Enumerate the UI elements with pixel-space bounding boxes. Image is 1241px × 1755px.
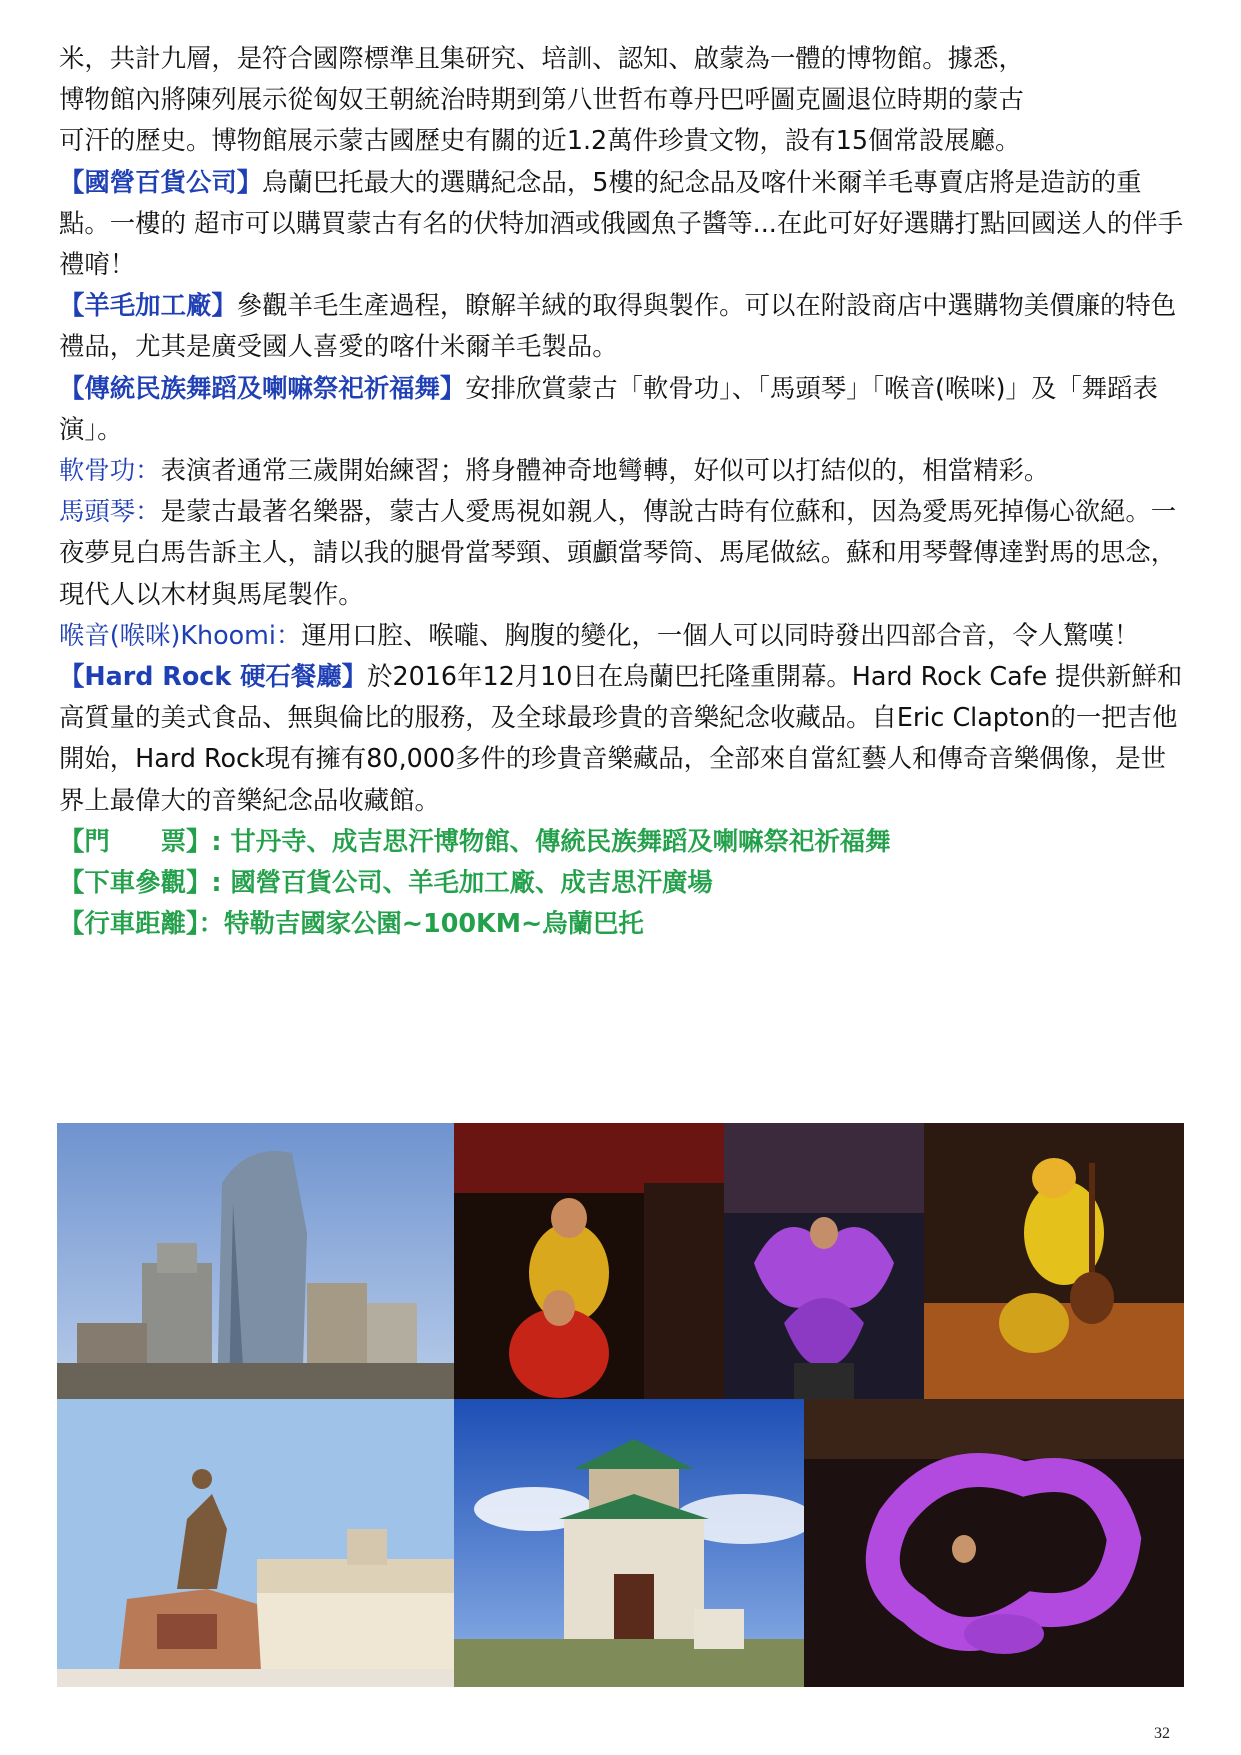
intro-line-3: 可汗的歷史。博物館展示蒙古國歷史有關的近1.2萬件珍貴文物，設有15個常設展廳。 bbox=[59, 125, 1021, 156]
wool-factory-title: 【羊毛加工廠】 bbox=[59, 290, 237, 321]
hard-rock-paragraph bbox=[59, 656, 1184, 821]
distance-summary: 【行車距離】：特勒吉國家公園~100KM~烏蘭巴托 bbox=[59, 908, 644, 939]
photo-gandan-monastery bbox=[454, 1399, 804, 1687]
contortion-paragraph bbox=[59, 450, 1184, 491]
photo-ulaanbaatar-skyline bbox=[57, 1123, 454, 1399]
morin-khuur-text: 是蒙古最著名樂器，蒙古人愛馬視如親人，傳說古時有位蘇和，因為愛馬死掉傷心欲絕。一夜夢見白馬告訴主人，請以我的腿骨當琴頸、頭顱當琴筒、馬尾做絃。蘇和用琴聲傳達對馬的思念，現代人以木材與馬尾製作。 bbox=[59, 496, 1177, 609]
khoomi-paragraph bbox=[59, 615, 1184, 656]
khoomi-text: 運用口腔、喉嚨、胸腹的變化，一個人可以同時發出四部合音，令人驚嘆！ bbox=[301, 619, 1140, 650]
page-number: 32 bbox=[1154, 1725, 1170, 1742]
hard-rock-title: 【Hard Rock 硬石餐廳】 bbox=[59, 661, 368, 692]
stops-summary: 【下車參觀】: 國營百貨公司、羊毛加工廠、成吉思汗廣場 bbox=[59, 867, 713, 898]
contortion-term: 軟骨功： bbox=[59, 455, 161, 486]
khoomi-term: 喉音(喉咪)Khoomi： bbox=[59, 619, 302, 650]
dept-store-text: 烏蘭巴托最大的選購紀念品，5樓的紀念品及喀什米爾羊毛專賣店將是造訪的重點。一樓的 超市可以購買蒙古有名的伏特加酒或俄國魚子醬等...在此可好好選購打點回國送人的伴手禮唷！ bbox=[59, 166, 1184, 280]
photo-contortionists-stack bbox=[724, 1123, 924, 1399]
wool-factory-paragraph bbox=[59, 285, 1184, 367]
photo-genghis-khan-square bbox=[57, 1399, 454, 1687]
tickets-summary: 【門 票】: 甘丹寺、成吉思汗博物館、傳統民族舞蹈及喇嘛祭祀祈福舞 bbox=[59, 825, 891, 856]
intro-line-1: 米，共計九層，是符合國際標準且集研究、培訓、認知、啟蒙為一體的博物館。據悉， bbox=[59, 43, 1024, 73]
hard-rock-text: 於2016年12月10日在烏蘭巴托隆重開幕。Hard Rock Cafe 提供新鮮和高質量的美式食品、無與倫比的服務，及全球最珍貴的音樂紀念收藏品。自Eric Clapton的一把吉他開始，Hard Rock現有擁有80,000多件的珍貴音樂藏品，全部來自當紅藝人和傳奇音樂偶像，是世界上最偉大的音樂紀念品收藏館。 bbox=[59, 661, 1183, 815]
morin-khuur-term: 馬頭琴： bbox=[59, 496, 161, 527]
photo-contortionists-ring bbox=[804, 1399, 1184, 1687]
contortion-text: 表演者通常三歲開始練習；將身體神奇地彎轉，好似可以打結似的，相當精彩。 bbox=[160, 455, 1050, 486]
folk-dance-text: 安排欣賞蒙古「軟骨功」、「馬頭琴」「喉音(喉咪)」及「舞蹈表演」。 bbox=[59, 372, 1158, 444]
wool-factory-text: 參觀羊毛生產過程，瞭解羊絨的取得與製作。可以在附設商店中選購物美價廉的特色禮品，尤其是廣受國人喜愛的喀什米爾羊毛製品。 bbox=[59, 290, 1177, 362]
intro-line-2: 博物館內將陳列展示從匈奴王朝統治時期到第八世哲布尊丹巴呼圖克圖退位時期的蒙古 bbox=[59, 84, 1024, 115]
photo-morin-khuur-player bbox=[924, 1123, 1184, 1399]
morin-khuur-paragraph bbox=[59, 491, 1184, 615]
folk-dance-title: 【傳統民族舞蹈及喇嘛祭祀祈福舞】 bbox=[59, 372, 466, 403]
itinerary-text bbox=[59, 38, 1184, 944]
folk-dance-paragraph bbox=[59, 368, 1184, 450]
photo-folk-performers bbox=[454, 1123, 724, 1399]
dept-store-title: 【國營百貨公司】 bbox=[59, 166, 263, 197]
dept-store-paragraph bbox=[59, 162, 1184, 286]
